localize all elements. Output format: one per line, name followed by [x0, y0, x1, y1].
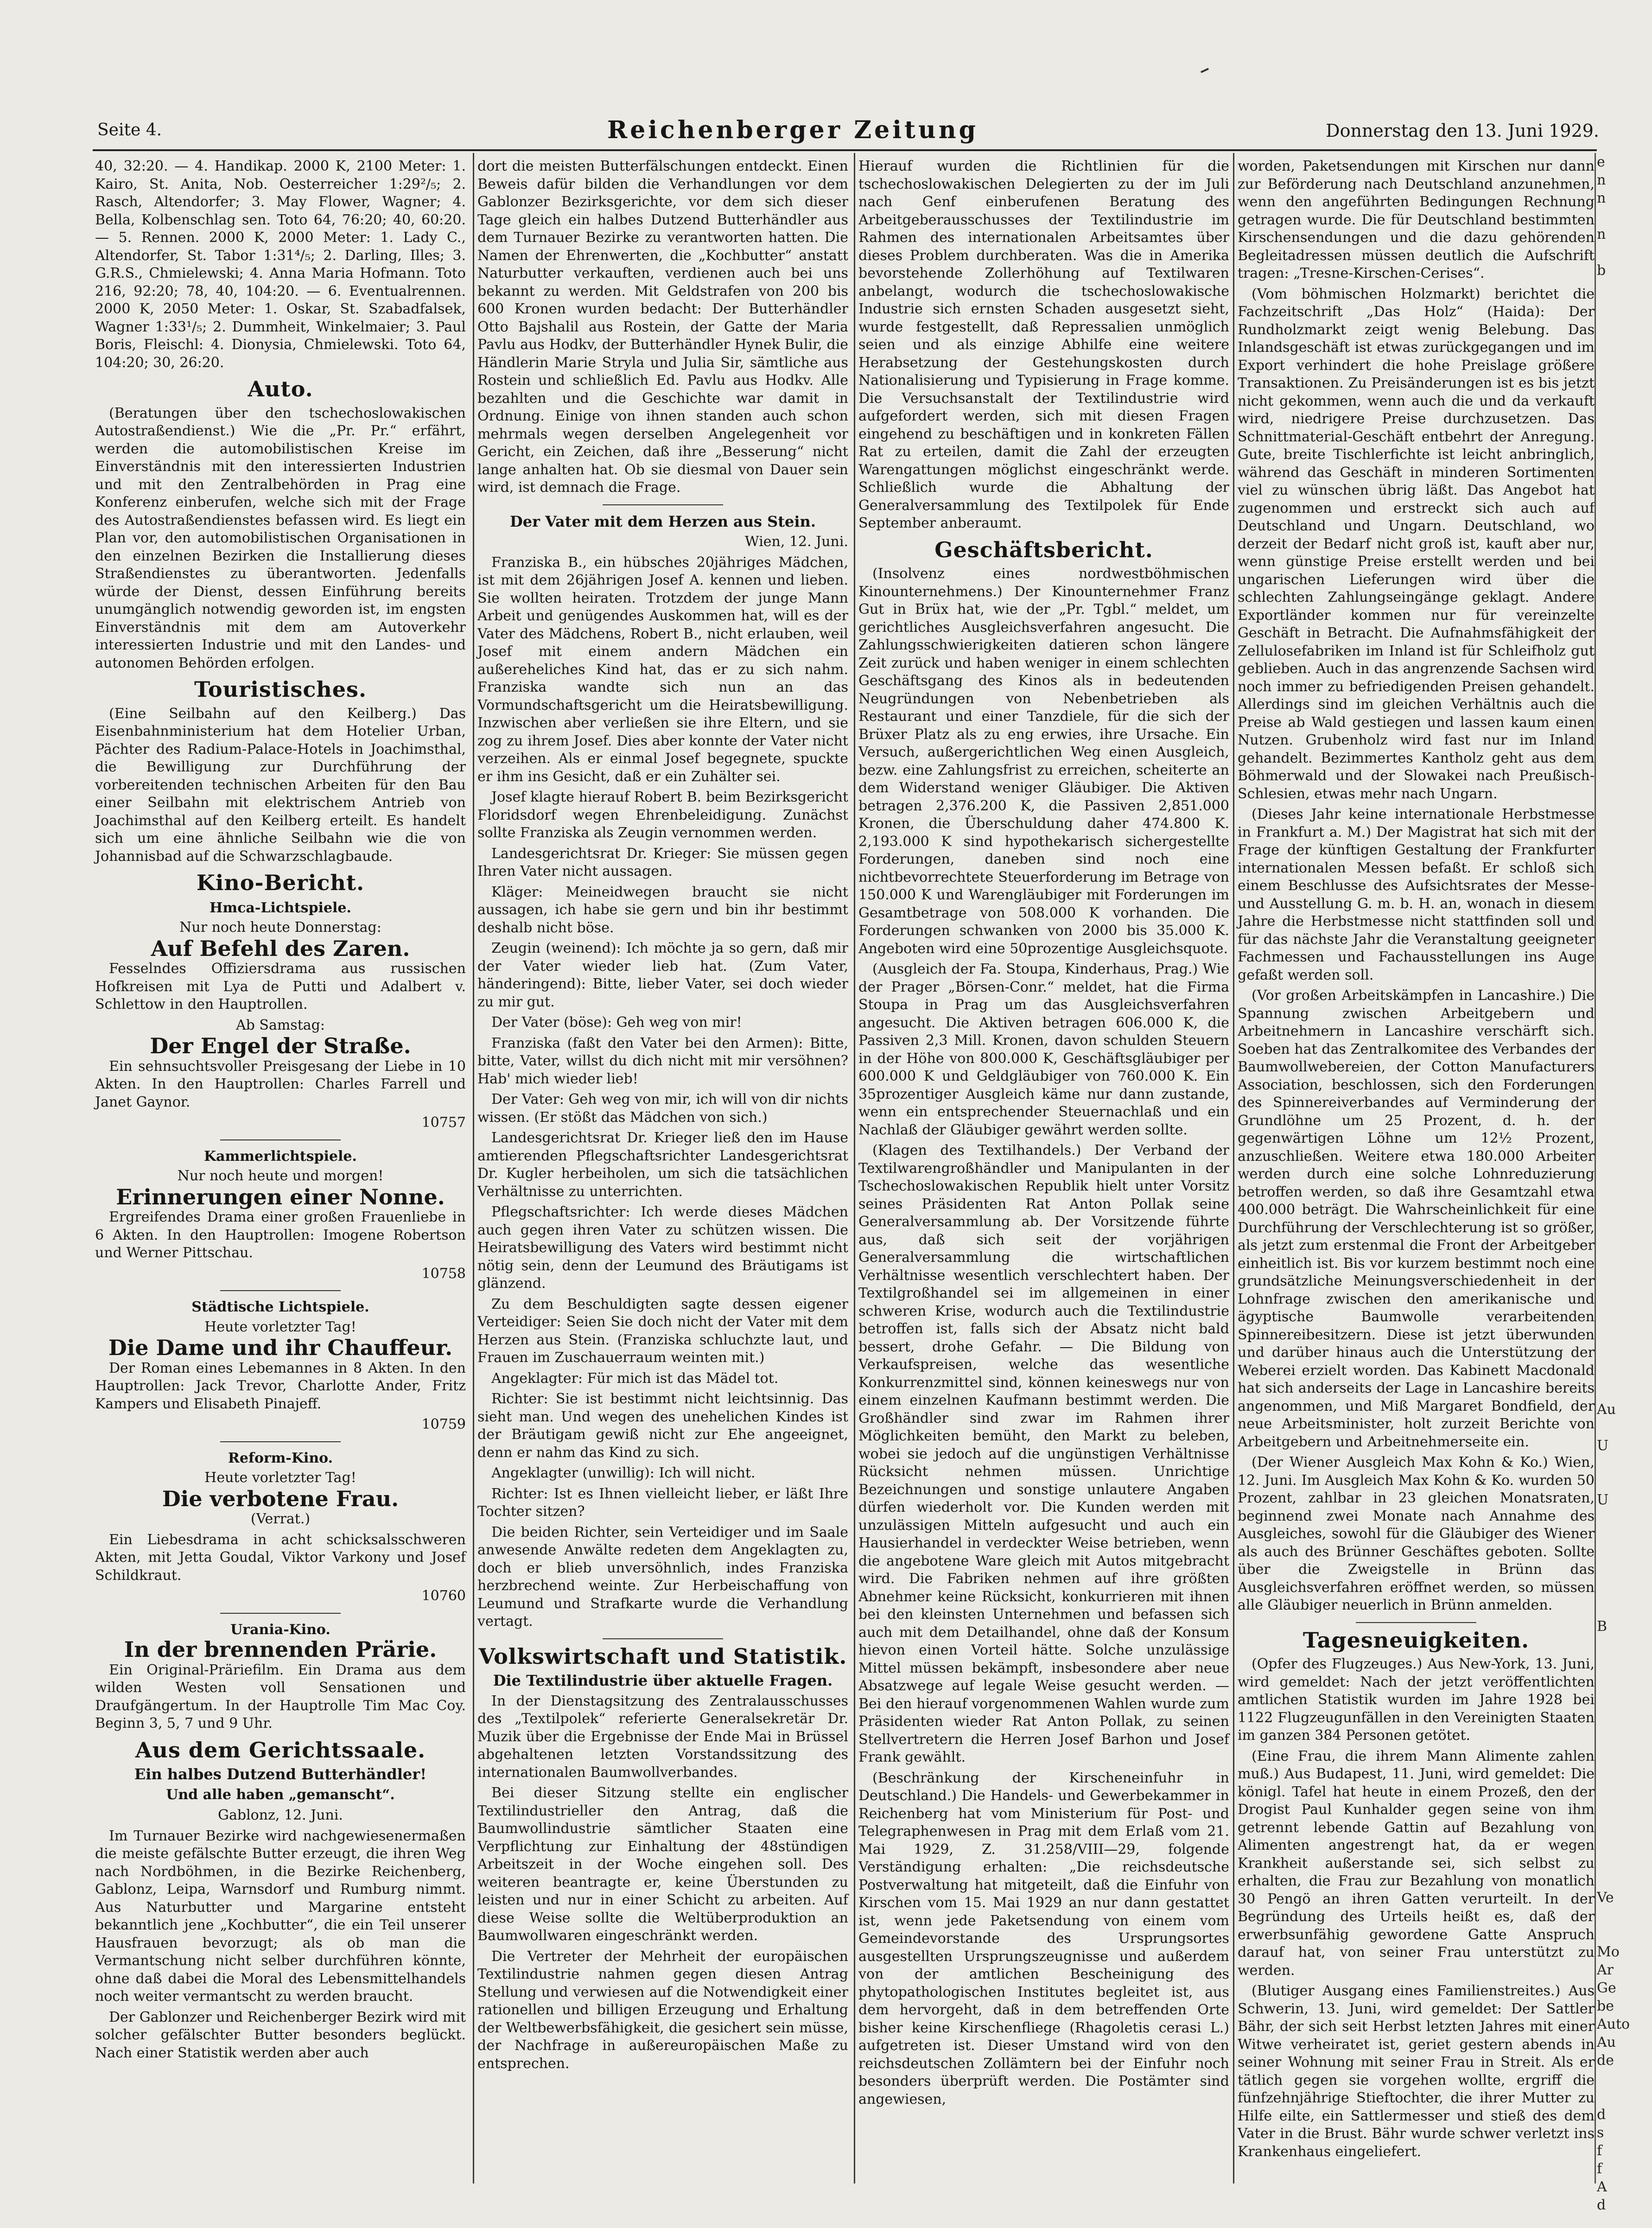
cinema-note: Heute vorletzter Tag!: [204, 1318, 356, 1335]
edge-fragment: [1597, 497, 1652, 515]
film-description: Fesselndes Offiziersdrama aus russischen Hofkreisen mit Lya de Putti und Adalbert v. Schlettow in den Hauptrollen.: [95, 961, 466, 1012]
edge-fragment: [1597, 478, 1652, 497]
film-description: Ergreifendes Drama einer großen Frauenliebe in 6 Akten. In den Hauptrollen: Imogene Robertson und Werner Pittschau.: [95, 1209, 466, 1261]
edge-fragment: s: [1597, 2125, 1604, 2141]
edge-fragment: Mo: [1597, 1944, 1620, 1960]
edge-fragment: [1597, 1220, 1652, 1238]
divider: [603, 1638, 723, 1639]
cinema-name: Städtische Lichtspiele.: [191, 1299, 369, 1315]
edge-fragment: [1597, 2088, 1652, 2106]
edge-fragment: [1597, 876, 1652, 894]
film-title: Die verbotene Frau.: [162, 1486, 399, 1511]
column-4: [1238, 158, 1595, 2179]
edge-fragment: [1597, 1093, 1652, 1111]
edge-fragment: n: [1597, 190, 1606, 206]
edge-fragment: [1597, 1726, 1652, 1744]
edge-fragment: Ar: [1597, 1962, 1614, 1978]
article-paragraph: (Eine Frau, die ihrem Mann Alimente zahlen muß.) Aus Budapest, 11. Juni, wird gemeldet: Die königl. Tafel hat heute in einem Prozeß, den der Drogist Paul Kunhalder gegen seine von ihm getrennt lebende Gattin auf Bezahlung von Alimenten angestrengt hat, da er wegen Krankheit außerstande sei, sich selbst zu erhalten, die Frau zur Bezahlung von monatlich 30 Pengö an ihren Gatten verurteilt. In der Begründung des Urteils heißt es, daß der erwerbsunfähig gewordene Gatte Anspruch darauf hat, von seiner Frau unterstützt zu werden.: [1238, 1748, 1595, 1979]
edge-fragment: [1597, 424, 1652, 442]
edge-fragment: [1597, 388, 1652, 406]
edge-fragment: U: [1597, 1492, 1609, 1508]
article-paragraph: worden, Paketsendungen mit Kirschen nur dann zur Beförderung nach Deutschland anzunehmen, wenn den angeführten Bedingungen Rechnung getragen wurde. Die für Deutschland bestimmten Kirschensendungen und die dazu gehörenden Begleitadressen müssen deutlich die Aufschrift tragen: „Tresne-Kirschen-Cerises“.: [1238, 158, 1595, 281]
article-paragraph: (Opfer des Flugzeuges.) Aus New-York, 13. Juni, wird gemeldet: Nach der jetzt veröffentlichten amtlichen Statistik wurden im Jahre 1928 bei 1122 Flugzeugunfällen in den Vereinigten Staaten im ganzen 384 Personen getötet.: [1238, 1656, 1595, 1744]
column-3: [858, 158, 1229, 2179]
column-rule: [854, 153, 855, 2183]
article-paragraph: Josef klagte hierauf Robert B. beim Bezirksgericht Floridsdorf wegen Ehrenbeleidigung. Zunächst sollte Franziska als Zeugin vernommen werden.: [477, 789, 848, 841]
edge-fragment: [1597, 1165, 1652, 1184]
edge-fragment: [1597, 1274, 1652, 1292]
ad-number: 10757: [421, 1114, 466, 1131]
edge-fragment: [1597, 1636, 1652, 1654]
article-paragraph: (Der Wiener Ausgleich Max Kohn & Ko.) Wien, 12. Juni. Im Ausgleich Max Kohn & Ko. wurden 50 Prozent, zahlbar in 23 gleichen Monatsraten, beginnend zwei Monate nach Annahme des Ausgleiches, sowohl für die Gläubiger des Wiener als auch des Brünner Geschäftes geboten. Sollte über die Zweigstelle in Brünn das Ausgleichsverfahren eröffnet werden, so müssen alle Gläubiger neuerlich in Brünn anmelden.: [1238, 1454, 1595, 1613]
article-paragraph: Landesgerichtsrat Dr. Krieger ließ den im Hause amtierenden Pflegschaftsrichter Landesgerichtsrat Dr. Kugler herbeiholen, um sich die tatsächlichen Verhältnisse zu unterrichten.: [477, 1130, 848, 1200]
article-paragraph: (Beschränkung der Kirscheneinfuhr in Deutschland.) Die Handels- und Gewerbekammer in Reichenberg hat vom Ministerium für Post- und Telegraphenwesen in Prag mit dem Erlaß vom 21. Mai 1929, Z. 31.258/VIII—29, folgende Verständigung erhalten: „Die reichsdeutsche Postverwaltung hat mitgeteilt, daß die Einfuhr von Kirschen vom 15. Mai 1929 an nur dann gestattet ist, wenn jede Paketsendung von einem vom Gemeindevorstande des Ursprungsortes ausgestellten Ursprungszeugnisse und außerdem von der amtlichen Bescheinigung des phytopathologischen Institutes begleitet ist, aus dem hervorgeht, daß in dem betreffenden Orte bisher keine Kirschenfliege (Rhagoletis cerasi L.) aufgetreten ist. Dieser Umstand wird von den reichsdeutschen Zollämtern bei der Einfuhr noch besonders überprüft werden. Die Postämter sind angewiesen,: [858, 1770, 1229, 2107]
edge-fragment: [1597, 1852, 1652, 1871]
header-rule: [93, 149, 1597, 151]
edge-fragment: [1597, 1672, 1652, 1690]
section-title-kino: Kino-Bericht.: [196, 870, 365, 895]
edge-fragment: [1597, 858, 1652, 876]
edge-fragment: [1597, 442, 1652, 460]
edge-fragment: [1597, 623, 1652, 641]
edge-fragment: [1597, 1780, 1652, 1798]
article-paragraph: (Vor großen Arbeitskämpfen in Lancashire.) Die Spannung zwischen Arbeitgebern und Arbeitnehmern in Lancashire verschärft sich. Soeben hat das Zentralkomitee des Verbandes der Baumwollwebereien, der Cotton Manufacturers Association, beschlossen, sich den Forderungen des Spinnereiverbandes auf Verminderung der Grundlöhne um 25 Prozent, d. h. der gegenwärtigen Löhne um 12½ Prozent, anzuschließen. Weitere etwa 180.000 Arbeiter werden durch eine solche Lohnreduzierung betroffen werden, so daß ihre Gesamtzahl etwa 400.000 beträgt. Die Wahrscheinlichkeit für eine Durchführung der Verschlechterung ist so größer, als jetzt zum erstenmal die Front der Arbeitgeber einheitlich ist. Bis vor kurzem bestimmt noch eine grundsätzliche Meinungsverschiedenheit in der Lohnfrage zwischen den amerikanische und ägyptische Baumwolle verarbeitenden Spinnereibesitzern. Diese ist jetzt überwunden und darüber hinaus auch die Unterstützung der Weberei erzielt worden. Das Kabinett Macdonald hat sich anderseits der Lage in Lancashire bereits angenommen, und Miß Margaret Bondfield, der neue Arbeitsminister, holt zurzeit Berichte von Arbeitgebern und Arbeitnehmerseite ein.: [1238, 987, 1595, 1450]
edge-fragment: B: [1597, 1618, 1608, 1635]
ad-number: 10758: [421, 1265, 466, 1282]
article-paragraph: Angeklagter: Für mich ist das Mädel tot.: [491, 1370, 779, 1387]
cinema-note: Heute vorletzter Tag!: [204, 1470, 356, 1486]
article-paragraph: dort die meisten Butterfälschungen entdeckt. Einen Beweis dafür bilden die Verhandlungen vor dem Gablonzer Bezirksgerichte, vor dem sich dieser Tage gleich ein halbes Dutzend Butterhändler aus dem Turnauer Bezirke zu verantworten hatten. Die Namen der Ehrenwerten, die „Kochbutter“ anstatt Naturbutter verkauften, verdienen auch bei uns bekannt zu werden. Mit Geldstrafen von 200 bis 600 Kronen wurden bedacht: Der Butterhändler Otto Bajshalil aus Rostein, der Gatte der Maria Pavlu aus Hodkv, der Butterhändler Hynek Bulir, die Händlerin Marie Stryla und Julia Sir, sämtliche aus Rostein und schließlich Ed. Pavlu aus Hodkv. Alle bezahlten und die Geschichte war damit in Ordnung. Einige von ihnen standen auch schon mehrmals wegen derselben Angelegenheit vor Gericht, ein Zeichen, daß ihre „Besserung“ nicht lange anhalten hat. Ob sie diesmal von Dauer sein wird, ist demnach die Frage.: [477, 158, 848, 496]
edge-fragment: A: [1597, 2179, 1607, 2195]
article-paragraph: Die beiden Richter, sein Verteidiger und im Saale anwesende Anwälte redeten dem Angeklagten zu, doch er blieb unversöhnlich, indes Franziska herzbrechend weinte. Zur Herbeischaffung von Leumund und Strafkarte wurde die Verhandlung vertagt.: [477, 1524, 848, 1630]
edge-fragment: [1597, 930, 1652, 948]
article-headline: Der Vater mit dem Herzen aus Stein.: [510, 512, 816, 530]
section-title-auto: Auto.: [248, 376, 313, 401]
edge-fragment: [1597, 1599, 1652, 1617]
article-headline: Ein halbes Dutzend Butterhändler!: [134, 1765, 427, 1783]
cinema-name: Kammerlichtspiele.: [204, 1148, 357, 1165]
edge-fragment: [1597, 1057, 1652, 1075]
edge-fragment: U: [1597, 1438, 1609, 1454]
section-title-volkswirtschaft: Volkswirtschaft und Statistik.: [478, 1643, 847, 1669]
edge-fragment: [1597, 280, 1652, 298]
edge-fragment: [1597, 1184, 1652, 1202]
edge-fragment: [1597, 1021, 1652, 1039]
edge-fragment: Ve: [1597, 1890, 1614, 1906]
edge-fragment: f: [1597, 2161, 1602, 2177]
article-auto: (Beratungen über den tschechoslowakischen Autostraßendienst.) Wie die „Pr. Pr.“ erfährt, werden die automobilistischen Kreise im Einverständnis mit den interessierten Industrien und mit den Zentralbehörden in Prag eine Konferenz einberufen, welche sich mit der Frage des Autostraßendienstes befassen wird. Es liegt ein Plan vor, den automobilistischen Organisationen in den einzelnen Bezirken die Installierung dieses Straßendienstes zu überantworten. Jedenfalls würde der Dienst, dessen Einführung bereits unumgänglich notwendig geworden ist, im engsten Einverständnis mit dem am Autoverkehr interessierten Industrie und mit den Landes- und autonomen Behörden erfolgen.: [95, 405, 466, 671]
edge-fragment: [1597, 1202, 1652, 1220]
edge-fragment: [1597, 587, 1652, 605]
edge-fragment: [1597, 1744, 1652, 1762]
section-title-touristik: Touristisches.: [194, 677, 367, 702]
article-paragraph: Angeklagter (unwillig): Ich will nicht.: [491, 1465, 756, 1481]
section-title-geschaeftsbericht: Geschäftsbericht.: [934, 537, 1153, 562]
edge-fragment: [1597, 1310, 1652, 1328]
edge-fragment: [1597, 1871, 1652, 1889]
article-paragraph: Der Gablonzer und Reichenberger Bezirk wird mit solcher gefälschter Butter besonders beglückt. Nach einer Statistik werden aber auch: [95, 2009, 466, 2061]
edge-fragment: [1597, 316, 1652, 334]
article-paragraph: Richter: Ist es Ihnen vielleicht lieber, er läßt Ihre Tochter sitzen?: [477, 1485, 848, 1520]
edge-fragment: n: [1597, 172, 1606, 188]
article-paragraph: (Klagen des Textilhandels.) Der Verband der Textilwarengroßhändler und Manipulanten in der Tschechoslowakischen Republik hielt unter Vorsitz seines Präsidenten Rat Anton Pollak seine Generalversammlung ab. Der Vorsitzende führte aus, daß sich seit der vorjährigen Generalversammlung die wirtschaftlichen Verhältnisse wesentlich verschlechtert haben. Der Textilgroßhandel sei im allgemeinen in einer schweren Krise, wodurch auch die Textilindustrie betroffen ist, falls sich der Absatz nicht bald bessert, drohe Gefahr. — Die Bildung von Verkaufspreisen, welche das wesentliche Konkurrenzmittel sind, können keineswegs nur von einem einzelnen Kaufmann bestimmt werden. Die Großhändler sind zwar im Rahmen ihrer Möglichkeiten bemüht, den Markt zu beleben, wobei sie jedoch auf die ungünstigen Verhältnisse Rücksicht nehmen müssen. Unrichtige Bezeichnungen und sonstige unlautere Angaben dürfen wiederholt vor. Die Kunden werden mit unzulässigen Mitteln aufgesucht und auch ein Hausierhandel in verdeckter Weise betrieben, wenn die angebotene Ware gleich mit Autos mitgebracht wird. Die Fabriken nehmen auf ihre größten Abnehmer keine Rücksicht, konkurrieren mit ihnen bei den kleinsten Unternehmen und befassen sich auch mit dem Detailhandel, ohne daß der Konsum hievon einen Vorteil hätte. Solche unzulässige Mittel müssen bekämpft, insbesondere aber neue Absatzwege auf legale Weise gesucht werden. — Bei den hierauf vorgenommenen Wahlen wurde zum Präsidenten wieder Rat Anton Pollak, zu seinen Stellvertretern die Herren Josef Barhon und Josef Frank gewählt.: [858, 1142, 1229, 1765]
edge-fragment: d: [1597, 2107, 1606, 2123]
edge-fragment: [1597, 460, 1652, 478]
edge-fragment: [1597, 677, 1652, 695]
edge-fragment: [1597, 659, 1652, 677]
article-headline: Die Textilindustrie über aktuelle Fragen.: [493, 1672, 833, 1689]
column-rule: [473, 153, 474, 2183]
edge-fragment: [1597, 967, 1652, 985]
film-description: Ein Liebesdrama in acht schicksalsschweren Akten, mit Jetta Goudal, Viktor Varkony und Josef Schildkraut.: [95, 1531, 466, 1584]
edge-fragment: [1597, 1563, 1652, 1581]
edge-fragment: [1597, 713, 1652, 732]
article-seilbahn: (Eine Seilbahn auf den Keilberg.) Das Eisenbahnministerium hat dem Hotelier Urban, Pächter des Radium-Palace-Hotels in Joachimsthal, die Bewilligung zur Durchführung der vorbereitenden technischen Arbeiten für den Bau einer Seilbahn mit elektrischem Antrieb von Joachimsthal auf den Keilberg erteilt. Es handelt sich um eine ähnliche Seilbahn wie die von Johannisbad auf die Schwarzschlagbaude.: [95, 705, 466, 865]
edge-fragment: [1597, 569, 1652, 587]
edge-fragment: [1597, 1925, 1652, 1943]
article-paragraph: Der Vater: Geh weg von mir, ich will von dir nichts wissen. (Er stößt das Mädchen von sich.): [477, 1091, 848, 1126]
edge-fragment: [1597, 894, 1652, 912]
edge-fragment: [1597, 1762, 1652, 1780]
article-paragraph: (Dieses Jahr keine internationale Herbstmesse in Frankfurt a. M.) Der Magistrat hat sich mit der Frage der künftigen Gestaltung der Frankfurter internationalen Messen befaßt. Er schloß sich einem Beschlusse des Aufsichtsrates der Messe- und Ausstellung G. m. b. H. an, wonach in diesem Jahre die Herbstmesse nicht stattfinden soll und für das nächste Jahr die Veranstaltung geeigneter Fachmessen und Fachausstellungen ins Auge gefaßt werden soll.: [1238, 806, 1595, 983]
edge-fragment: [1597, 334, 1652, 352]
edge-fragment: [1597, 1003, 1652, 1021]
edge-fragment: [1597, 1907, 1652, 1925]
article-paragraph: (Ausgleich der Fa. Stoupa, Kinderhaus, Prag.) Wie der Prager „Börsen-Conr.“ meldet, hat die Firma Stoupa in Prag um das Ausgleichsverfahren angesucht. Die Aktiven betragen 606.000 K, die Passiven 2,3 Mill. Kronen, davon schulden Steuern in der Höhe von 800.000 K, Geschäftsgläubiger per 600.000 K und Geldgläubiger von 760.000 K. Ein 35prozentiger Ausgleich käme nur dann zustande, wenn ein entsprechender Steuernachlaß und ein Nachlaß der Gläubiger gewährt werden sollte.: [858, 961, 1229, 1138]
cinema-name: Reform-Kino.: [228, 1450, 333, 1466]
edge-fragment: [1597, 207, 1652, 225]
divider: [1356, 1622, 1476, 1623]
article-paragraph: Kläger: Meineidwegen braucht sie nicht aussagen, ich habe sie gern und bin ihr bestimmt deshalb nicht böse.: [477, 884, 848, 936]
divider: [220, 1290, 341, 1291]
article-paragraph: Hierauf wurden die Richtlinien für die tschechoslowakischen Delegierten zu der im Juli nach Genf einberufenen Beratung des Arbeitgeberausschusses der Textilindustrie im Rahmen des internationalen Arbeitsamtes über dieses Problem durchberaten. Was die in Amerika bevorstehende Zollerhöhung auf Textilwaren anbelangt, wodurch die tschechoslowakische Industrie sich ernsten Schaden ausgesetzt sieht, wurde festgestellt, daß Repressalien unmöglich seien und als einzige Abhilfe eine weitere Herabsetzung der Gestehungskosten durch Nationalisierung und Typisierung in Frage komme. Die Versuchsanstalt der Textilindustrie wird aufgefordert werden, sich mit diesen Fragen eingehend zu beschäftigen und in konkreten Fällen Rat zu erteilen, damit die Zahl der erzeugten Warengattungen möglichst eingeschränkt werde. Schließlich wurde die Abhaltung der Generalversammlung des Textilpolek für Ende September anberaumt.: [858, 158, 1229, 531]
edge-fragment: [1597, 1545, 1652, 1563]
edge-fragment: [1597, 1816, 1652, 1834]
article-paragraph: Bei dieser Sitzung stellte ein englischer Textilindustrieller den Antrag, daß die Baumwollindustrie sämtlicher Staaten eine Verpflichtung zur Einhaltung der 48stündigen Arbeitszeit in der Woche eingehen soll. Des weiteren beantragte er, keine Überstunden zu leisten und nur in einer Schicht zu arbeiten. Auf diese Weise sollte die Weltüberproduktion an Baumwollwaren eingeschränkt werden.: [477, 1785, 848, 1944]
edge-fragment: [1597, 533, 1652, 551]
article-paragraph: Zeugin (weinend): Ich möchte ja so gern, daß mir der Vater wieder lieb hat. (Zum Vater, händeringend): Bitte, lieber Vater, sei doch wieder zu mir gut.: [477, 940, 848, 1010]
edge-fragment: [1597, 352, 1652, 370]
cinema-note: Nur noch heute und morgen!: [177, 1168, 384, 1184]
article-paragraph: Zu dem Beschuldigten sagte dessen eigener Verteidiger: Seien Sie doch nicht der Vater mit dem Herzen aus Stein. (Franziska schluchzte laut, und Frauen im Zuschauerraum weinten mit.): [477, 1296, 848, 1366]
article-paragraph: Richter: Sie ist bestimmt nicht leichtsinnig. Das sieht man. Und wegen des unehelichen Kindes ist der Bräutigam gewiß nicht zur Ehe angeeignet, denn er nahm das Kind zu sich.: [477, 1391, 848, 1461]
ad-number: 10759: [421, 1416, 466, 1432]
film-description: Ein Original-Präriefilm. Ein Drama aus dem wilden Westen voll Sensationen und Draufgängertum. In der Hauptrolle Tim Mac Coy. Beginn 3, 5, 7 und 9 Uhr.: [95, 1661, 466, 1731]
dateline: Wien, 12. Juni.: [744, 534, 848, 550]
column-rule: [1233, 153, 1234, 2183]
edge-fragment: [1597, 1075, 1652, 1093]
edge-fragment: [1597, 1328, 1652, 1346]
edge-fragment: [1597, 912, 1652, 930]
cinema-note: Ab Samstag:: [236, 1017, 325, 1033]
edge-fragment: d: [1597, 2197, 1606, 2213]
divider: [220, 1441, 341, 1442]
edge-fragment: n: [1597, 226, 1606, 242]
issue-date: Donnerstag den 13. Juni 1929.: [1326, 121, 1599, 141]
film-description: Der Roman eines Lebemannes in 8 Akten. In den Hauptrollen: Jack Trevor, Charlotte Ander, Fritz Kampers und Elisabeth Pinajeff.: [95, 1360, 466, 1412]
edge-fragment: [1597, 1708, 1652, 1726]
ad-number: 10760: [421, 1588, 466, 1604]
edge-fragment: [1597, 822, 1652, 840]
article-paragraph: (Vom böhmischen Holzmarkt) berichtet die Fachzeitschrift „Das Holz“ (Haida): Der Rundholzmarkt zeigt wenig Belebung. Das Inlandsgeschäft ist etwas zurückgegangen und im Export verhindert die hohe Preislage größere Transaktionen. Zu Preisänderungen ist es bis jetzt nicht gekommen, wenn auch die und da verkauft wird, niedrigere Preise durchzusetzen. Das Schnittmaterial-Geschäft entbehrt der Anregung. Gute, breite Tischlerfichte ist leicht anbringlich, während das Geschäft in minderen Sortimenten viel zu wünschen übrig läßt. Das Angebot hat zugenommen und erstreckt sich auch auf Deutschland und Ungarn. Deutschland, wo derzeit der Bedarf nicht groß ist, kauft aber nur, wenn günstige Preise erstellt werden und bei ungarischen Lieferungen wird über die schlechten Zahlungseingänge geklagt. Andere Exportländer kommen nur für vereinzelte Geschäft in Betracht. Die Aufnahmsfähigkeit der Zellulosefabriken im Inland ist für Schleifholz gut geblieben. Auch in das angrenzende Sachsen wird noch immer zu befriedigenden Preisen gehandelt. Allerdings sind im gleichen Verhältnis auch die Preise ab Wald gestiegen und lassen kaum einen Nutzen. Grubenholz wird fast nur im Inland gehandelt. Bezimmertes Kantholz geht aus dem Böhmerwald und der Slowakei nach Preußisch-Schlesien, etwas mehr nach Ungarn.: [1238, 286, 1595, 802]
race-results: 40, 32:20. — 4. Handikap. 2000 K, 2100 Meter: 1. Kairo, St. Anita, Nob. Oesterreicher 1:29²/₅; 2. Rasch, Altendorfer; 3. May Flower, Wagner; 4. Bella, Kolbenschlag sen. Toto 64, 76:20; 40, 60:20. — 5. Rennen. 2000 K, 2000 Meter: 1. Lady C., Altendorfer, St. Tabor 1:31⁴/₅; 2. Darling, Illes; 3. G.R.S., Chmielewski; 4. Anna Maria Hofmann. Toto 216, 92:20; 78, 40, 104:20. — 6. Eventualrennen. 2000 K, 2050 Meter: 1. Oskar, St. Szabadfalsek, Wagner 1:33¹/₅; 2. Dummheit, Winkelmaier; 3. Paul Boris, Fleischl: 4. Dionysia, Chmielewski. Toto 64, 104:20; 30, 26:20.: [95, 158, 466, 371]
masthead: Reichenberger Zeitung: [607, 116, 978, 144]
edge-fragment: [1597, 605, 1652, 623]
edge-fragment: [1597, 298, 1652, 316]
edge-fragment: [1597, 2069, 1652, 2088]
edge-fragment: [1597, 948, 1652, 967]
edge-fragment: [1597, 1346, 1652, 1364]
film-title: Auf Befehl des Zaren.: [151, 936, 410, 961]
page-edge-rule: [1595, 153, 1596, 2183]
edge-fragment: [1597, 1111, 1652, 1129]
column-2: [477, 158, 848, 2179]
edge-fragment: Au: [1597, 1401, 1616, 1418]
edge-fragment: [1597, 1509, 1652, 1527]
edge-fragment: [1597, 840, 1652, 858]
cinema-name: Urania-Kino.: [230, 1621, 330, 1638]
film-description: Ein sehnsuchtsvoller Preisgesang der Liebe in 10 Akten. In den Hauptrollen: Charles Farrell und Janet Gaynor.: [95, 1058, 466, 1110]
edge-fragment: [1597, 695, 1652, 713]
edge-fragment: [1597, 1834, 1652, 1852]
edge-fragment: [1597, 515, 1652, 533]
edge-fragment: [1597, 732, 1652, 750]
edge-fragment: f: [1597, 2143, 1602, 2159]
divider: [603, 504, 723, 505]
film-title: Erinnerungen einer Nonne.: [116, 1184, 445, 1209]
edge-fragment: [1597, 1473, 1652, 1491]
article-paragraph: Der Vater (böse): Geh weg von mir!: [491, 1014, 742, 1031]
edge-fragment: [1597, 1527, 1652, 1545]
edge-fragment: b: [1597, 262, 1606, 279]
article-paragraph: Franziska B., ein hübsches 20jähriges Mädchen, ist mit dem 26jährigen Josef A. kennen und lieben. Sie wollten heiraten. Trotzdem der junge Mann Arbeit und genügendes Auskommen hat, will es der Vater des Mädchens, Robert B., nicht erlauben, weil Josef mit einem andern Mädchen ein außereheliches Kind hat, das er zu sich nahm. Franziska wandte sich nun an das Vormundschaftsgericht um die Heiratsbewilligung. Inzwischen aber verließen sie ihre Eltern, und sie zog zu ihrem Josef. Dies aber konnte der Vater nicht verzeihen. Als er einmal Josef begegnete, spuckte er ihm ins Gesicht, daß er ein Zuhälter sei.: [477, 554, 848, 785]
adjacent-page-edge: [1597, 153, 1652, 2213]
edge-fragment: [1597, 406, 1652, 424]
edge-fragment: [1597, 1455, 1652, 1473]
film-title: Der Engel der Straße.: [150, 1033, 411, 1058]
edge-fragment: [1597, 370, 1652, 388]
edge-fragment: [1597, 1256, 1652, 1274]
article-paragraph: Im Turnauer Bezirke wird nachgewiesenermaßen die meiste gefälschte Butter erzeugt, die ihren Weg nach Nordböhmen, in die Bezirke Reichenberg, Gablonz, Leipa, Warnsdorf und Rumburg nimmt. Aus Naturbutter und Margarine entsteht bekanntlich jene „Kochbutter“, die ein Teil unserer Hausfrauen bevorzugt; als ob man die Vermantschung nicht selber durchführen könnte, ohne daß dabei die Moral des Lebensmittelhandels noch weiter vermantscht zu werden braucht.: [95, 1827, 466, 2005]
edge-fragment: de: [1597, 2052, 1614, 2069]
edge-fragment: Auto: [1597, 2016, 1630, 2032]
edge-fragment: [1597, 1147, 1652, 1165]
article-paragraph: Pflegschaftsrichter: Ich werde dieses Mädchen auch gegen ihren Vater zu schützen wissen. Die Heiratsbewilligung des Vaters wird bestimmt nicht nötig sein, denn der Leumund des Bräutigams ist glänzend.: [477, 1204, 848, 1292]
edge-fragment: [1597, 786, 1652, 804]
edge-fragment: Ge: [1597, 1980, 1616, 1996]
edge-fragment: [1597, 1292, 1652, 1310]
edge-fragment: [1597, 641, 1652, 659]
article-subheadline: Und alle haben „gemanscht“.: [166, 1786, 395, 1803]
section-title-gericht: Aus dem Gerichtssaale.: [135, 1737, 426, 1763]
article-paragraph: Landesgerichtsrat Dr. Krieger: Sie müssen gegen Ihren Vater nicht aussagen.: [477, 845, 848, 879]
article-paragraph: In der Dienstagsitzung des Zentralausschusses des „Textilpolek“ referierte Generalsekretär Dr. Muzik über die Ergebnisse der Ende Mai in Brüssel abgehaltenen letzten Vorstandssitzung des internationalen Baumwollverbandes.: [477, 1693, 848, 1781]
article-paragraph: (Insolvenz eines nordwestböhmischen Kinounternehmens.) Der Kinounternehmer Franz Gut in Brüx hat, wie der „Pr. Tgbl.“ meldet, um gerichtliches Ausgleichsverfahren angesucht. Die Zahlungsschwierigkeiten datieren schon längere Zeit zurück und haben weniger in einem schlechten Geschäftsgang des Kinos als in bedeutenden Neugründungen von Nebenbetrieben als Restaurant und einer Tanzdiele, für die sich der Brüxer Platz als zu eng erwies, ihre Ursache. Ein Versuch, außergerichtlichen Weg einen Ausgleich, bezw. eine Zahlungsfrist zu erreichen, scheiterte an dem Widerstand weniger Gläubiger. Die Aktiven betragen 2,376.200 K, die Passiven 2,851.000 Kronen, die Überschuldung daher 474.800 K. 2,193.000 K sind hypothekarisch sichergestellte Forderungen, daneben sind noch eine nichtbevorrechtete Steuerforderung im Betrage von 150.000 K und Warengläubiger mit Forderungen im Gesamtbetrage von 508.000 K vorhanden. Die Forderungen schwanken von 2000 bis 35.000 K. Angeboten wird eine 50prozentige Ausgleichsquote.: [858, 566, 1229, 957]
film-title: Die Dame und ihr Chauffeur.: [108, 1335, 453, 1360]
film-subtitle: (Verrat.): [250, 1511, 311, 1527]
edge-fragment: e: [1597, 154, 1605, 170]
edge-fragment: [1597, 243, 1652, 261]
edge-fragment: [1597, 768, 1652, 786]
ink-mark: [1201, 68, 1209, 73]
edge-fragment: [1597, 1690, 1652, 1708]
edge-fragment: [1597, 1382, 1652, 1400]
article-paragraph: Franziska (faßt den Vater bei den Armen): Bitte, bitte, Vater, willst du dich nicht mit mir versöhnen? Hab' mich wieder lieb!: [477, 1035, 848, 1087]
edge-fragment: [1597, 551, 1652, 569]
section-title-tagesneuigkeiten: Tagesneuigkeiten.: [1303, 1627, 1530, 1653]
cinema-note: Nur noch heute Donnerstag:: [179, 919, 381, 936]
dateline: Gablonz, 12. Juni.: [218, 1807, 343, 1823]
cinema-name: Hmca-Lichtspiele.: [210, 899, 351, 916]
edge-fragment: [1597, 1238, 1652, 1256]
edge-fragment: [1597, 750, 1652, 768]
column-1: [95, 158, 466, 2179]
edge-fragment: [1597, 1654, 1652, 1672]
edge-fragment: be: [1597, 1998, 1614, 2014]
edge-fragment: [1597, 1581, 1652, 1599]
film-title: In der brennenden Prärie.: [124, 1637, 437, 1662]
edge-fragment: [1597, 1129, 1652, 1147]
edge-fragment: [1597, 804, 1652, 822]
article-paragraph: Die Vertreter der Mehrheit der europäischen Textilindustrie nahmen gegen diesen Antrag Stellung und verwiesen auf die Notwendigkeit einer rationellen und billigen Erzeugung und Erhaltung der Weltbewerbsfähigkeit, die gesichert sein müsse, der Nachfrage in außereuropäischen Maße zu entsprechen.: [477, 1948, 848, 2072]
edge-fragment: [1597, 1364, 1652, 1382]
article-paragraph: (Blutiger Ausgang eines Familienstreites.) Aus Schwerin, 13. Juni, wird gemeldet: Der Sattler Bähr, der sich seit Herbst letzten Jahres mit einer Witwe verheiratet ist, geriet gestern abends in seiner Wohnung mit seiner Frau in Streit. Als er tätlich gegen sie vorgehen wollte, ergriff die fünfzehnjährige Stieftochter, die ihrer Mutter zu Hilfe eilte, ein Sattlermesser und stieß des dem Vater in die Brust. Bähr wurde schwer verletzt ins Krankenhaus eingeliefert.: [1238, 1983, 1595, 2160]
edge-fragment: [1597, 1419, 1652, 1437]
edge-fragment: [1597, 985, 1652, 1003]
edge-fragment: [1597, 1798, 1652, 1816]
divider: [220, 1139, 341, 1140]
edge-fragment: Au: [1597, 2034, 1616, 2050]
page-header: [97, 116, 1599, 148]
edge-fragment: [1597, 1039, 1652, 1057]
page-number: Seite 4.: [97, 121, 162, 140]
divider: [220, 1613, 341, 1614]
